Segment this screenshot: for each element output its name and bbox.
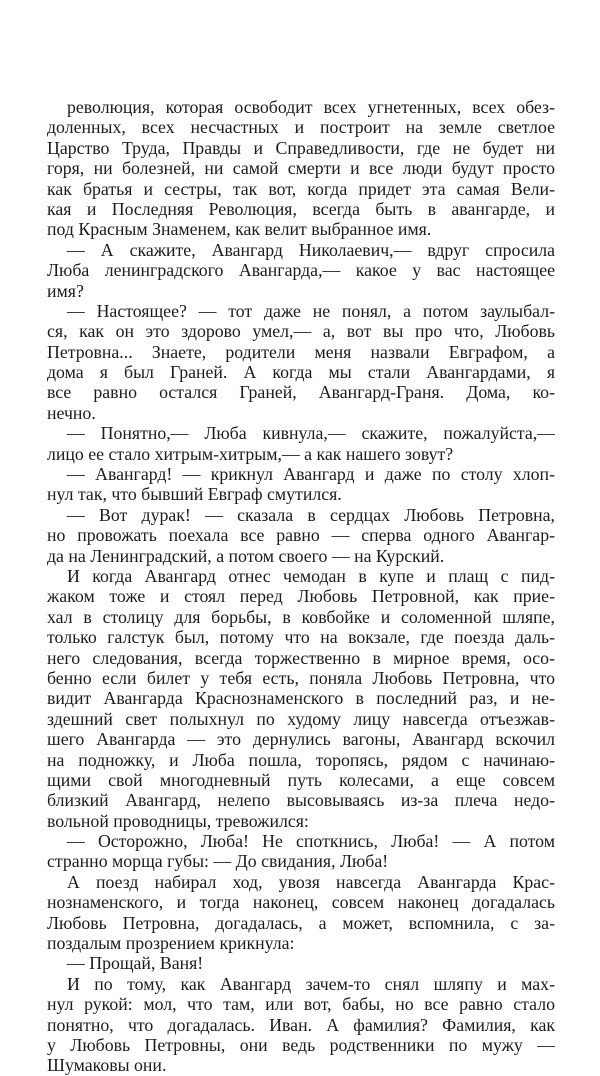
- text-line: революция, которая освободит всех угнетенных, всех обез-: [67, 97, 555, 117]
- text-line: — Вот дурак! — сказала в сердцах Любовь Петровна,: [67, 504, 555, 525]
- text-line: нул так, что бывший Евграф смутился.: [47, 484, 342, 505]
- text-line: горя, ни болезней, ни самой смерти и все люди будут просто: [47, 158, 555, 179]
- text-line: Царство Труда, Правды и Справедливости, где не будет ни: [47, 137, 555, 158]
- text-line: Шумаковы они.: [47, 1055, 167, 1076]
- paragraph: [47, 505, 555, 566]
- paragraph: [47, 566, 555, 831]
- text-line: бенно если билет у тебя есть, поняла Любовь Петровна, что: [47, 667, 555, 688]
- text-line: — А скажите, Авангард Николаевич,— вдруг спросила: [67, 239, 555, 260]
- text-line: Люба ленинградского Авангарда,— какое у вас настоящее: [47, 260, 555, 281]
- text-line: здешний свет полыхнул по худому лицу навсегда отъезжав-: [47, 708, 555, 729]
- text-line: хал в столицу для борьбы, в ковбойке и соломенной шляпе,: [47, 606, 555, 627]
- paragraph: [47, 831, 555, 872]
- text-line: нечно.: [47, 402, 96, 423]
- text-line: понятно, что догадалась. Иван. А фамилия? Фамилия, как: [47, 1014, 555, 1035]
- paragraph: [47, 97, 555, 240]
- text-line: — Настоящее? — тот даже не понял, а потом заулыбал-: [67, 300, 555, 321]
- text-line: А поезд набирал ход, увозя навсегда Авангарда Крас-: [67, 871, 555, 892]
- book-page: [47, 97, 555, 1076]
- paragraph: [47, 423, 555, 464]
- text-line: близкий Авангард, нелепо высовываясь из-за плеча недо-: [47, 790, 555, 811]
- text-line: доленных, всех несчастных и построит на земле светлое: [47, 117, 555, 138]
- text-line: ся, как он это здорово умел,— а, вот вы про что, Любовь: [47, 321, 555, 342]
- text-line: И по тому, как Авангард зачем-то снял шляпу и мах-: [67, 973, 555, 994]
- text-line: странно морща губы: — До свидания, Люба!: [47, 851, 389, 872]
- text-line: видит Авангарда Краснознаменского в последний раз, и не-: [47, 688, 555, 709]
- text-line: у Любовь Петровны, они ведь родственники по мужу —: [47, 1034, 555, 1055]
- text-line: шего Авангарда — это дернулись вагоны, Авангард вскочил: [47, 729, 555, 750]
- text-line: жаком тоже и стоял перед Любовь Петровной, как прие-: [47, 586, 555, 607]
- text-line: как братья и сестры, так вот, когда придет эта самая Вели-: [47, 178, 555, 199]
- paragraph: [47, 974, 555, 1076]
- text-line: нознаменского, и тогда наконец, совсем наконец догадалась: [47, 892, 555, 913]
- text-line: него следования, всегда торжественно в мирное время, осо-: [47, 647, 555, 668]
- text-line: на подножку, и Люба пошла, торопясь, рядом с начинаю-: [47, 749, 555, 770]
- text-line: лицо ее стало хитрым-хитрым,— а как нашего зовут?: [47, 443, 454, 464]
- text-line: — Авангард! — крикнул Авангард и даже по столу хлоп-: [67, 464, 555, 485]
- text-line: все равно остался Граней, Авангард-Граня. Дома, ко-: [47, 382, 555, 403]
- text-line: кая и Последняя Революция, всегда быть в авангарде, и: [47, 198, 555, 219]
- paragraph: [47, 953, 555, 973]
- text-line: дома я был Граней. А когда мы стали Авангардами, я: [47, 362, 555, 383]
- text-line: только галстук был, потому что на вокзале, где поезда даль-: [47, 627, 555, 648]
- text-line: поздалым прозрением крикнула:: [47, 933, 295, 954]
- text-line: имя?: [47, 280, 84, 301]
- text-line: под Красным Знаменем, как велит выбранное имя.: [47, 219, 432, 240]
- text-line: Любовь Петровна, догадалась, а может, вспомнила, с за-: [47, 912, 555, 933]
- text-line: щими свой многодневный путь колесами, а еще совсем: [47, 769, 555, 790]
- text-line: — Прощай, Ваня!: [67, 953, 204, 974]
- paragraph: [47, 464, 555, 505]
- paragraph: [47, 240, 555, 301]
- text-line: да на Ленинградский, а потом своего — на Курский.: [47, 545, 445, 566]
- text-line: нул рукой: мол, что там, или вот, бабы, но все равно стало: [47, 994, 555, 1015]
- paragraph: [47, 872, 555, 954]
- paragraph: [47, 301, 555, 423]
- text-line: вольной проводницы, тревожился:: [47, 810, 309, 831]
- text-line: — Понятно,— Люба кивнула,— скажите, пожалуйста,—: [67, 423, 555, 444]
- text-line: Петровна... Знаете, родители меня назвали Евграфом, а: [47, 341, 555, 362]
- text-line: — Осторожно, Люба! Не споткнись, Люба! — А потом: [67, 831, 555, 852]
- text-line: но провожать поехала все равно — сперва одного Авангар-: [47, 525, 555, 546]
- text-line: И когда Авангард отнес чемодан в купе и плащ с пид-: [67, 565, 555, 586]
